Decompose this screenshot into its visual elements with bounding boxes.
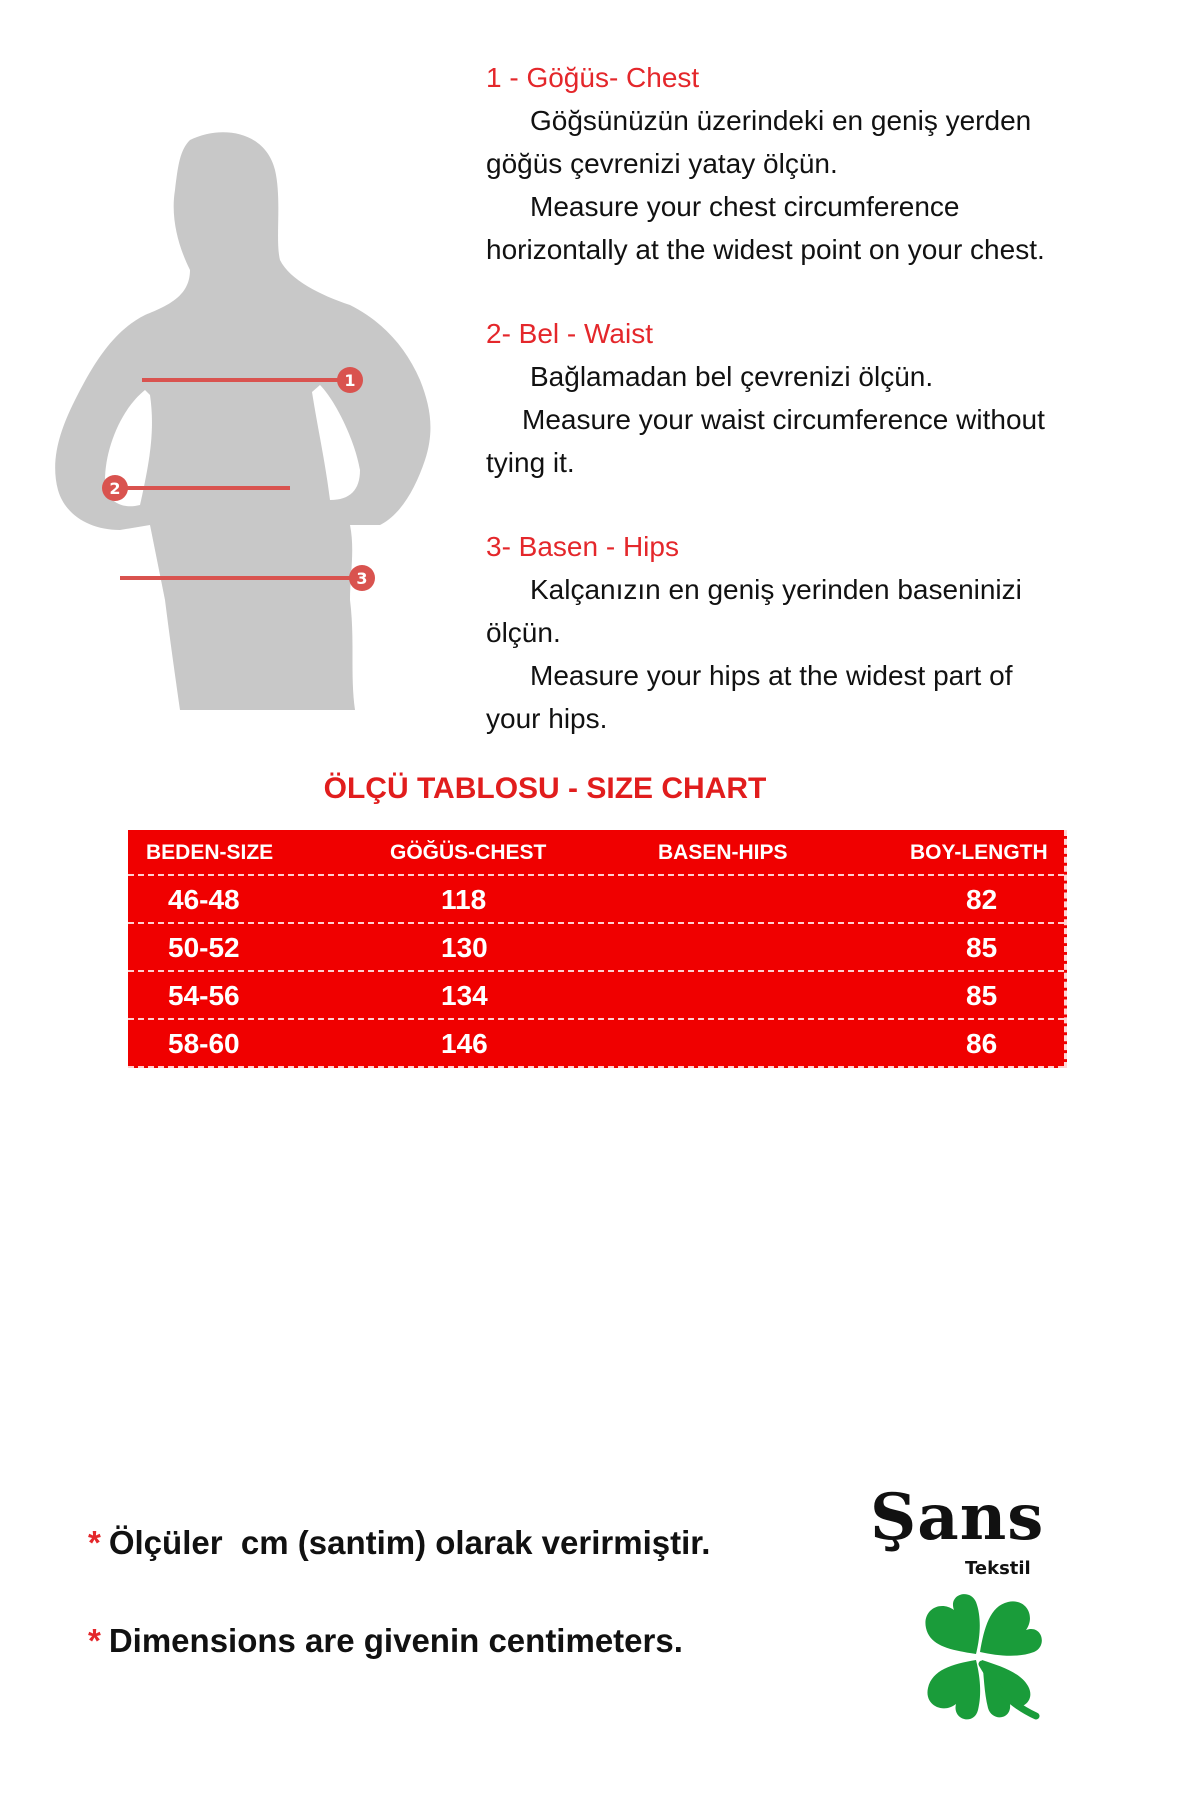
hips-line-1: Kalçanızın en geniş yerinden baseninizi (530, 574, 1022, 605)
size-cell: 46-48 (168, 884, 240, 915)
body-measurement-figure (50, 130, 450, 710)
logo-wordmark: Şans (870, 1480, 1045, 1555)
length-cell: 85 (966, 980, 998, 1011)
note-asterisk: * (88, 1622, 101, 1659)
hips-line-2: ölçün. (486, 617, 561, 648)
hips-line-4: your hips. (486, 703, 608, 734)
chest-line-4: horizontally at the widest point on your chest. (486, 234, 1045, 265)
chest-line-3: Measure your chest circumference (530, 191, 960, 222)
table-row (128, 924, 1064, 972)
length-cell: 86 (966, 1028, 998, 1059)
chest-cell: 118 (441, 884, 487, 915)
note-units-tr (88, 1524, 710, 1562)
table-row (128, 1020, 1064, 1068)
length-cell: 82 (966, 884, 998, 915)
silhouette (55, 132, 430, 710)
size-cell: 58-60 (168, 1028, 240, 1059)
chest-cell: 146 (441, 1028, 488, 1059)
waist-heading: 2- Bel - Waist (486, 318, 653, 349)
column-header-hips: BASEN-HIPS (658, 841, 788, 864)
size-cell: 50-52 (168, 932, 240, 963)
logo-subtitle: Tekstil (965, 1558, 1031, 1579)
chest-line-1: Göğsünüzün üzerindeki en geniş yerden (530, 105, 1032, 136)
waist-line-1: Bağlamadan bel çevrenizi ölçün. (530, 361, 934, 392)
size-chart-title: ÖLÇÜ TABLOSU - SIZE CHART (323, 772, 767, 805)
marker-2-label: 2 (109, 479, 121, 498)
table-row (128, 972, 1064, 1020)
chest-heading: 1 - Göğüs- Chest (486, 62, 700, 93)
column-header-chest: GÖĞÜS-CHEST (390, 841, 547, 864)
chest-cell: 130 (441, 932, 488, 963)
note-asterisk: * (88, 1524, 101, 1561)
note-units-en (88, 1622, 683, 1660)
waist-line-2: Measure your waist circumference without (522, 404, 1045, 435)
length-cell: 85 (966, 932, 998, 963)
chest-cell: 134 (441, 980, 488, 1011)
size-cell: 54-56 (168, 980, 240, 1011)
waist-line-3: tying it. (486, 447, 575, 478)
four-leaf-clover-icon (910, 1588, 1050, 1728)
waist-instructions (486, 312, 1166, 484)
table-header-row (128, 830, 1064, 876)
hips-heading: 3- Basen - Hips (486, 531, 679, 562)
note-text: Dimensions are givenin centimeters. (108, 1622, 683, 1659)
column-header-length: BOY-LENGTH (910, 841, 1048, 864)
hips-instructions (486, 525, 1166, 740)
table-row (128, 876, 1064, 924)
hips-line-3: Measure your hips at the widest part of (530, 660, 1013, 691)
chest-line-2: göğüs çevrenizi yatay ölçün. (486, 148, 838, 179)
marker-3-label: 3 (356, 569, 368, 588)
size-chart-table (128, 830, 1067, 1068)
column-header-size: BEDEN-SIZE (146, 841, 274, 864)
chest-instructions (486, 56, 1166, 271)
note-text: Ölçüler cm (santim) olarak verirmiştir. (108, 1524, 711, 1561)
marker-1-label: 1 (344, 371, 356, 390)
